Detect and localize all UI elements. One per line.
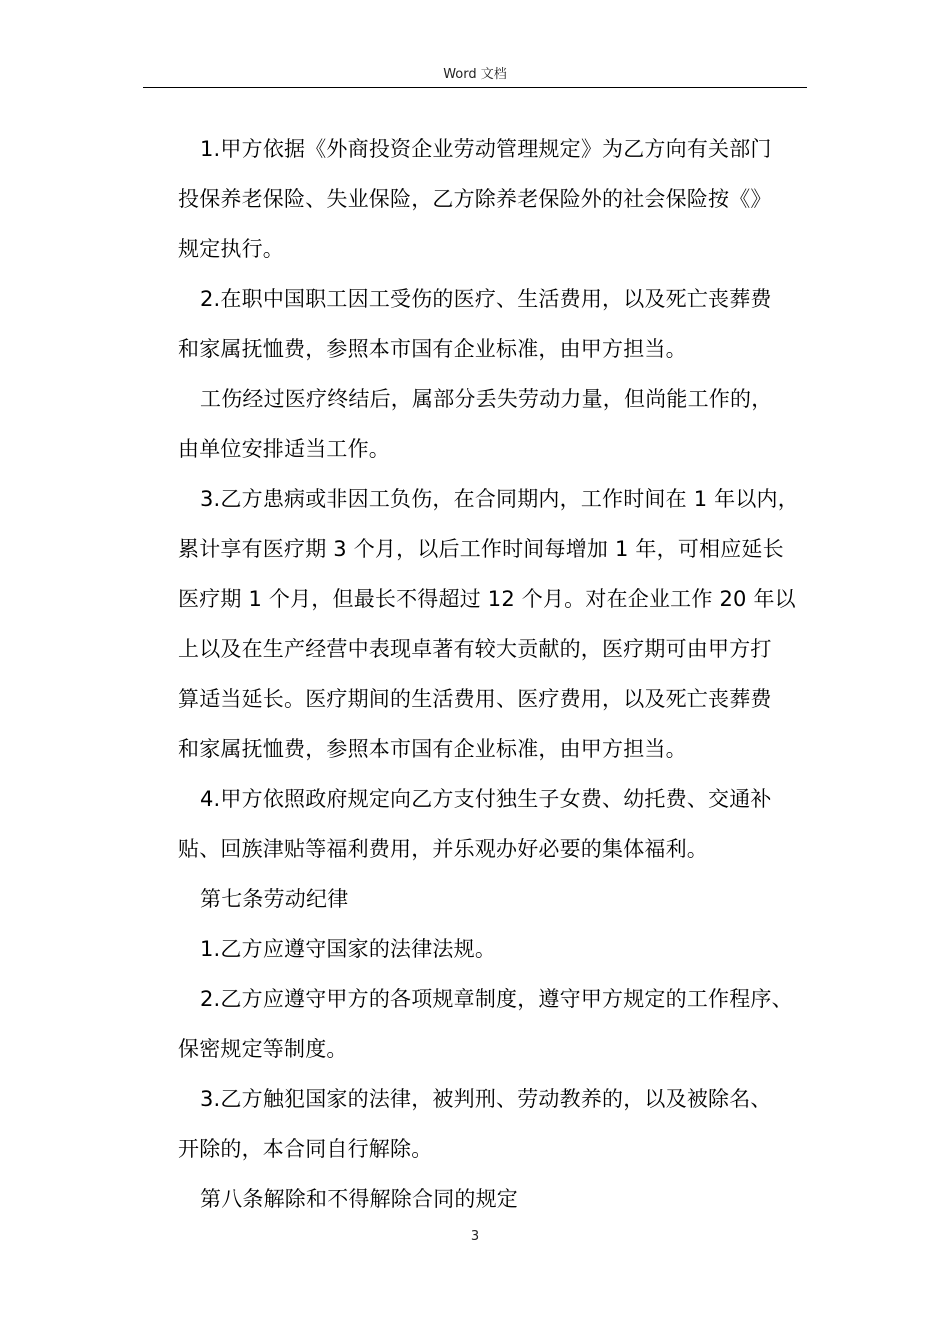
paragraph-2 xyxy=(178,274,808,374)
paragraph-line: 投保养老保险、失业保险，乙方除养老保险外的社会保险按《》 xyxy=(178,187,772,211)
paragraph-line: 和家属抚恤费，参照本市国有企业标准，由甲方担当。 xyxy=(178,337,687,361)
paragraph-line: 第七条劳动纪律 xyxy=(200,887,349,911)
document-body xyxy=(178,124,808,1224)
paragraph-line: 2.乙方应遵守甲方的各项规章制度，遵守甲方规定的工作程序、 xyxy=(200,987,793,1011)
paragraph-line: 3.乙方触犯国家的法律，被判刑、劳动教养的，以及被除名、 xyxy=(200,1087,772,1111)
paragraph-line: 和家属抚恤费，参照本市国有企业标准，由甲方担当。 xyxy=(178,737,687,761)
paragraph-3 xyxy=(178,374,808,474)
paragraph-line: 1.甲方依据《外商投资企业劳动管理规定》为乙方向有关部门 xyxy=(200,137,772,161)
paragraph-line: 开除的，本合同自行解除。 xyxy=(178,1137,433,1161)
paragraph-line: 1.乙方应遵守国家的法律法规。 xyxy=(200,937,497,961)
paragraph-line: 第八条解除和不得解除合同的规定 xyxy=(200,1187,518,1211)
paragraph-4 xyxy=(178,474,808,774)
header-divider xyxy=(143,87,807,88)
paragraph-1 xyxy=(178,124,808,274)
paragraph-line: 累计享有医疗期 3 个月，以后工作时间每增加 1 年，可相应延长 xyxy=(178,537,784,561)
paragraph-9 xyxy=(178,1074,808,1174)
paragraph-line: 算适当延长。医疗期间的生活费用、医疗费用，以及死亡丧葬费 xyxy=(178,687,772,711)
paragraph-8 xyxy=(178,974,808,1074)
paragraph-line: 2.在职中国职工因工受伤的医疗、生活费用，以及死亡丧葬费 xyxy=(200,287,772,311)
paragraph-7 xyxy=(178,924,808,974)
page-header-title: Word 文档 xyxy=(443,67,507,82)
paragraph-line: 工伤经过医疗终结后，属部分丢失劳动力量，但尚能工作的， xyxy=(200,387,773,411)
paragraph-line: 上以及在生产经营中表现卓著有较大贡献的，医疗期可由甲方打 xyxy=(178,637,772,661)
paragraph-line: 4.甲方依照政府规定向乙方支付独生子女费、幼托费、交通补 xyxy=(200,787,772,811)
paragraph-line: 3.乙方患病或非因工负伤，在合同期内，工作时间在 1 年以内， xyxy=(200,487,799,511)
paragraph-line: 医疗期 1 个月，但最长不得超过 12 个月。对在企业工作 20 年以 xyxy=(178,587,796,611)
paragraph-line: 由单位安排适当工作。 xyxy=(178,437,390,461)
section-heading-article-8 xyxy=(178,1174,808,1224)
paragraph-5 xyxy=(178,774,808,874)
paragraph-line: 贴、回族津贴等福利费用，并乐观办好必要的集体福利。 xyxy=(178,837,708,861)
paragraph-line: 保密规定等制度。 xyxy=(178,1037,348,1061)
page-number: 3 xyxy=(470,1229,480,1244)
section-heading-article-7 xyxy=(178,874,808,924)
paragraph-line: 规定执行。 xyxy=(178,237,284,261)
